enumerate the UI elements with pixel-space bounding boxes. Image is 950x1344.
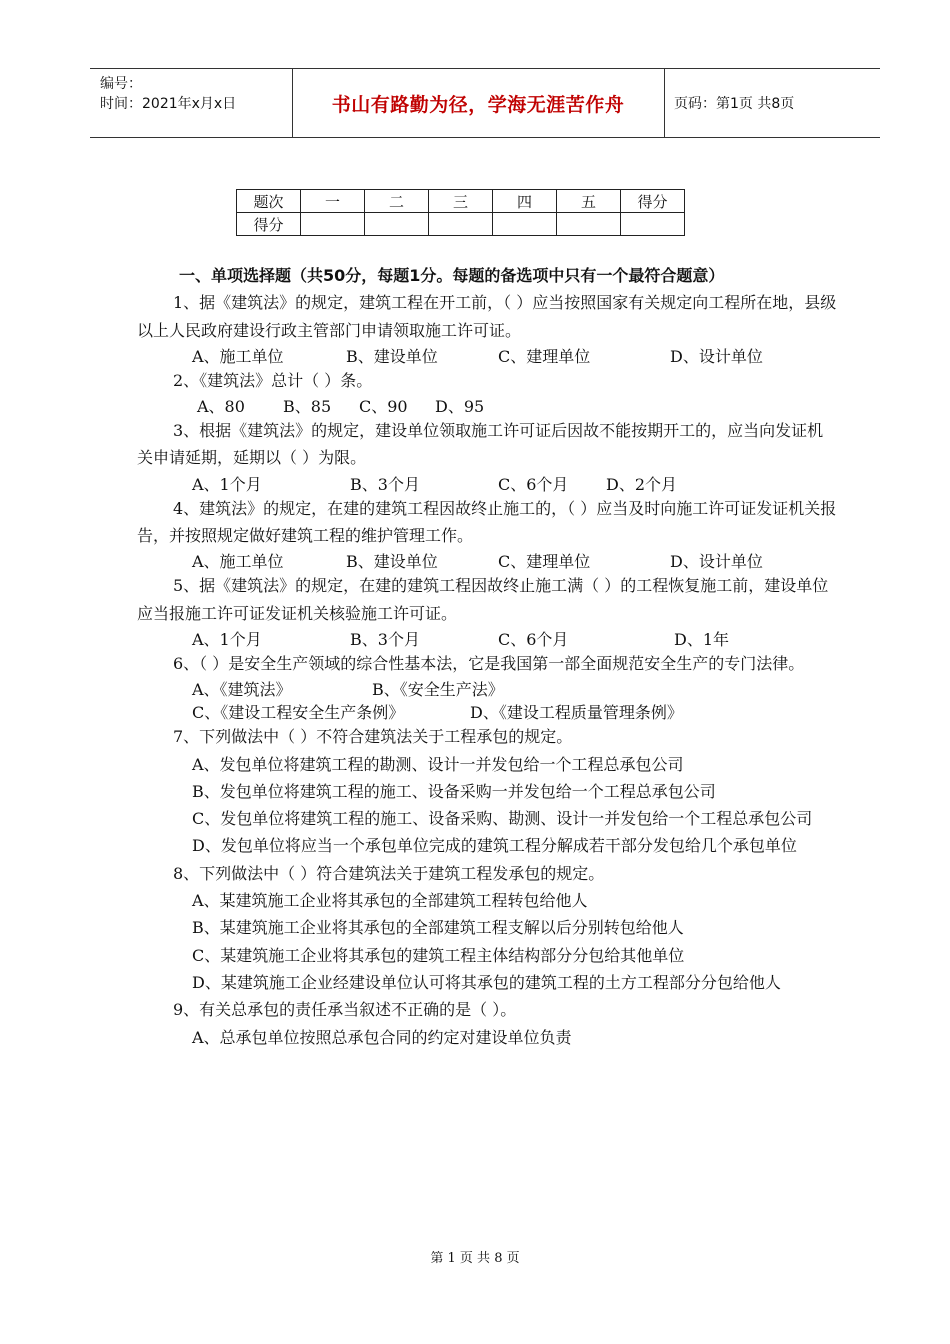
- question-stem: 1、据《建筑法》的规定，建筑工程在开工前，（ ）应当按照国家有关规定向工程所在地，县级以上人民政府建设行政主管部门申请领取施工许可证。: [137, 293, 837, 340]
- option: D、发包单位将应当一个承包单位完成的建筑工程分解成若干部分发包给几个承包单位: [192, 836, 797, 856]
- option: C、建理单位: [498, 552, 591, 572]
- header-page-cell: [664, 69, 890, 137]
- question-stem: 5、据《建筑法》的规定，在建的建筑工程因故终止施工满（ ）的工程恢复施工前，建设单位应当报施工许可证发证机关核验施工许可证。: [137, 576, 829, 623]
- option: B、《安全生产法》: [372, 680, 504, 700]
- score-input-cell: [557, 213, 621, 236]
- option: D、某建筑施工企业经建设单位认可将其承包的建筑工程的土方工程部分分包给他人: [192, 972, 781, 992]
- question-stem: 7、下列做法中（ ）不符合建筑法关于工程承包的规定。: [173, 727, 573, 747]
- option: A、总承包单位按照总承包合同的约定对建设单位负责: [192, 1027, 572, 1047]
- score-table-value-row: [237, 213, 685, 236]
- score-cell: 得分: [237, 213, 301, 236]
- option: D、1年: [674, 629, 730, 649]
- option: C、《建设工程安全生产条例》: [192, 703, 405, 723]
- section-title: 一、单项选择题（共50分，每题1分。每题的备选项中只有一个最符合题意）: [179, 266, 725, 285]
- option: B、建设单位: [346, 346, 438, 366]
- score-table-header-row: [237, 190, 685, 213]
- score-input-cell: [301, 213, 365, 236]
- time-label: 时间：2021年x月x日: [100, 96, 237, 112]
- score-cell: 四: [493, 190, 557, 213]
- option-row: [137, 549, 837, 572]
- score-cell: 一: [301, 190, 365, 213]
- document-header: [90, 68, 880, 138]
- option: D、设计单位: [670, 346, 763, 366]
- option: C、6个月: [498, 474, 569, 494]
- header-page-info: 页码：第1页 共8页: [674, 96, 795, 112]
- score-cell: 题次: [237, 190, 301, 213]
- option: D、95: [435, 397, 485, 417]
- question-stem: 4、建筑法》的规定，在建的建筑工程因故终止施工的，（ ）应当及时向施工许可证发证机关报告，并按照规定做好建筑工程的维护管理工作。: [137, 498, 837, 546]
- option-row: [137, 627, 837, 650]
- exam-content: [137, 262, 837, 1051]
- score-input-cell: [365, 213, 429, 236]
- option: A、80: [197, 397, 245, 417]
- option: A、发包单位将建筑工程的勘测、设计一并发包给一个工程总承包公司: [192, 754, 684, 774]
- option: D、设计单位: [670, 552, 763, 572]
- option: B、建设单位: [346, 552, 438, 572]
- option: C、90: [359, 397, 408, 417]
- option: D、2个月: [606, 474, 678, 494]
- option: B、某建筑施工企业将其承包的全部建筑工程支解以后分别转包给他人: [192, 918, 684, 938]
- option-row: [137, 700, 837, 723]
- option: C、某建筑施工企业将其承包的建筑工程主体结构部分分包给其他单位: [192, 945, 685, 965]
- score-input-cell: [429, 213, 493, 236]
- score-input-cell: [493, 213, 557, 236]
- option-row: [137, 394, 837, 417]
- option: B、3个月: [350, 629, 420, 649]
- score-table: [236, 189, 685, 236]
- question-stem: 8、下列做法中（ ）符合建筑法关于建筑工程发承包的规定。: [173, 863, 605, 883]
- option: C、发包单位将建筑工程的施工、设备采购、勘测、设计一并发包给一个工程总承包公司: [192, 809, 813, 829]
- score-cell: 五: [557, 190, 621, 213]
- option-row: [137, 344, 837, 367]
- score-cell: 得分: [621, 190, 685, 213]
- question-stem: 9、有关总承包的责任承当叙述不正确的是（ ）。: [173, 1000, 517, 1020]
- score-cell: 二: [365, 190, 429, 213]
- option-row: [137, 677, 837, 700]
- question-stem: 6、（ ）是安全生产领域的综合性基本法，它是我国第一部全面规范安全生产的专门法律。: [173, 653, 805, 673]
- option: C、6个月: [498, 629, 569, 649]
- option: B、85: [283, 397, 332, 417]
- number-label: 编号：: [100, 76, 142, 92]
- option: D、《建设工程质量管理条例》: [470, 703, 683, 723]
- header-motto-cell: [292, 69, 665, 137]
- option: C、建理单位: [498, 346, 591, 366]
- option: A、1个月: [192, 629, 262, 649]
- header-motto: 书山有路勤为径，学海无涯苦作舟: [331, 93, 625, 116]
- score-input-cell: [621, 213, 685, 236]
- option: B、发包单位将建筑工程的施工、设备采购一并发包给一个工程总承包公司: [192, 781, 716, 801]
- option: A、《建筑法》: [192, 680, 292, 700]
- option: A、施工单位: [192, 346, 284, 366]
- option: A、某建筑施工企业将其承包的全部建筑工程转包给他人: [192, 891, 588, 911]
- score-cell: 三: [429, 190, 493, 213]
- option-row: [137, 472, 837, 495]
- question-stem: 3、根据《建筑法》的规定，建设单位领取施工许可证后因故不能按期开工的，应当向发证机关申请延期，延期以（ ）为限。: [137, 421, 824, 468]
- option: A、施工单位: [192, 552, 284, 572]
- header-left-cell: [90, 69, 293, 137]
- question-stem: 2、《建筑法》总计（ ）条。: [173, 370, 373, 390]
- page-footer: 第 1 页 共 8 页: [430, 1251, 520, 1266]
- option: A、1个月: [192, 474, 262, 494]
- option: B、3个月: [350, 474, 420, 494]
